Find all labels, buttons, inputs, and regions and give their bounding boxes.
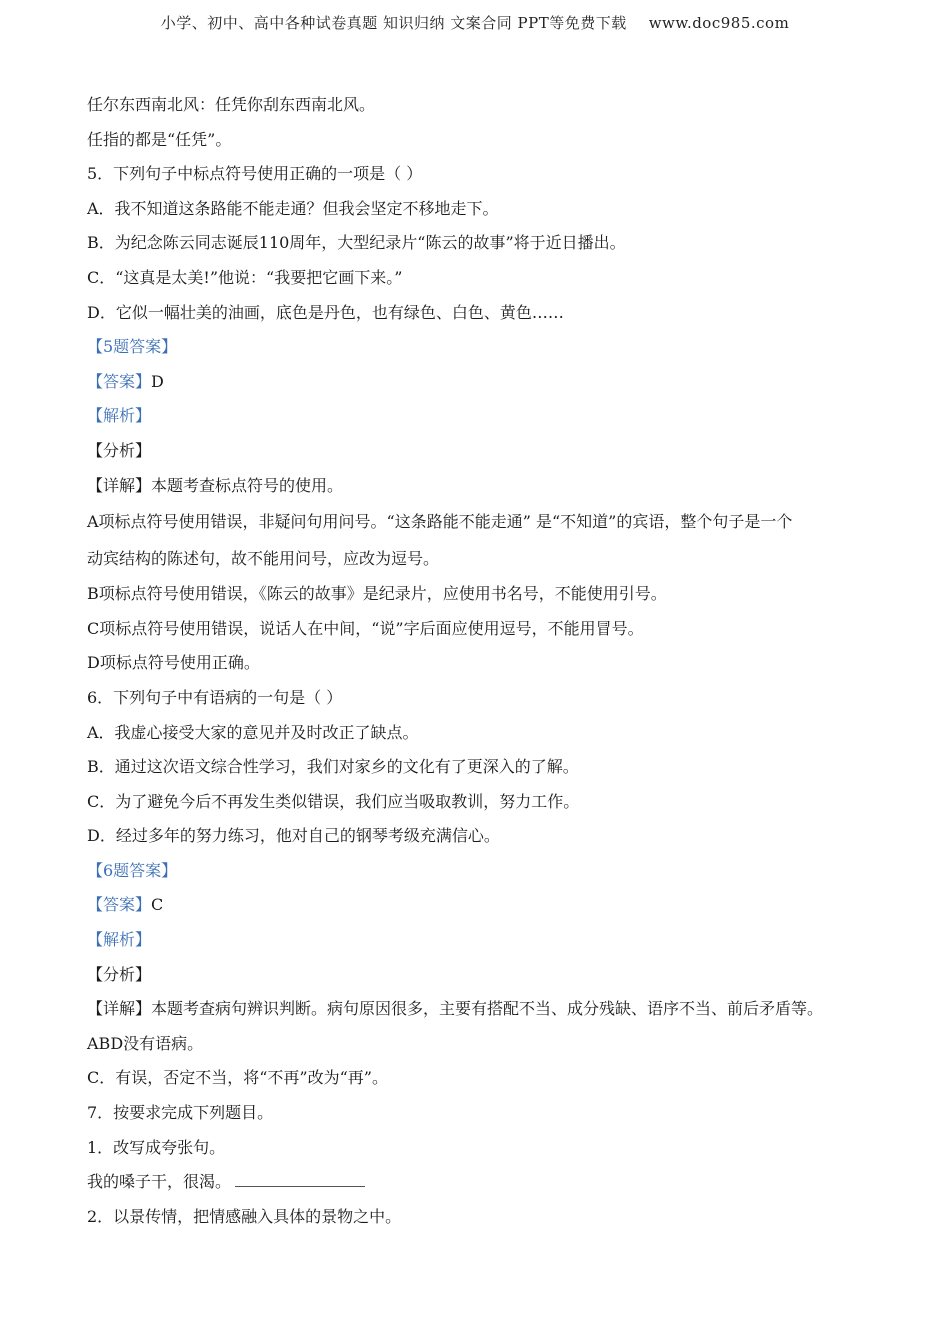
question-6: 6．下列句子中有语病的一句是（ ） bbox=[87, 687, 343, 707]
explanation: D项标点符号使用正确。 bbox=[87, 653, 260, 673]
detail-tag: 【详解】 bbox=[87, 475, 152, 495]
answer-blank[interactable] bbox=[235, 1172, 365, 1187]
answer-tag: 【答案】 bbox=[87, 895, 152, 915]
fenxi-heading: 【分析】 bbox=[87, 440, 152, 460]
answer-line bbox=[87, 365, 877, 400]
header-site: www.doc985.com bbox=[648, 14, 790, 32]
detail-line bbox=[87, 992, 877, 1027]
fenxi-heading: 【分析】 bbox=[87, 964, 152, 984]
detail-text: 本题考查病句辨识判断。病句原因很多，主要有搭配不当、成分残缺、语序不当、前后矛盾等。 bbox=[151, 999, 824, 1019]
fill-in-line bbox=[87, 1165, 877, 1200]
answer-tag: 【答案】 bbox=[87, 371, 152, 391]
explanation: A项标点符号使用错误，非疑问句用问号。“这条路能不能走通” 是“不知道”的宾语，整个句子是一个 bbox=[87, 512, 793, 532]
option-d: D．经过多年的努力练习，他对自己的钢琴考级充满信心。 bbox=[87, 826, 500, 846]
option-c: C．“这真是太美!”他说：“我要把它画下来。” bbox=[87, 267, 403, 287]
explanation: B项标点符号使用错误，《陈云的故事》是纪录片，应使用书名号，不能使用引号。 bbox=[87, 584, 667, 604]
explanation: C．有误，否定不当，将“不再”改为“再”。 bbox=[87, 1068, 388, 1088]
answer-line bbox=[87, 888, 877, 923]
question-7: 7．按要求完成下列题目。 bbox=[87, 1103, 274, 1123]
answer-heading: 【6题答案】 bbox=[87, 860, 178, 880]
explanation: ABD没有语病。 bbox=[87, 1033, 204, 1053]
header-title: 小学、初中、高中各种试卷真题 知识归纳 文案合同 PPT等免费下载 bbox=[160, 14, 627, 32]
option-b: B．为纪念陈云同志诞辰110周年，大型纪录片“陈云的故事”将于近日播出。 bbox=[87, 233, 626, 253]
option-c: C．为了避免今后不再发生类似错误，我们应当吸取教训，努力工作。 bbox=[87, 791, 580, 811]
paragraph: 任指的都是“任凭”。 bbox=[87, 129, 232, 149]
detail-line bbox=[87, 469, 877, 504]
answer-heading: 【5题答案】 bbox=[87, 337, 178, 357]
detail-text: 本题考查标点符号的使用。 bbox=[151, 475, 344, 495]
subquestion: 2．以景传情，把情感融入具体的景物之中。 bbox=[87, 1206, 402, 1226]
option-d: D．它似一幅壮美的油画，底色是丹色，也有绿色、白色、黄色…… bbox=[87, 302, 564, 322]
page-header bbox=[0, 12, 950, 33]
detail-tag: 【详解】 bbox=[87, 999, 152, 1019]
option-a: A．我不知道这条路能不能走通？但我会坚定不移地走下。 bbox=[87, 198, 499, 218]
prompt-text: 我的嗓子干，很渴。 bbox=[87, 1172, 232, 1192]
question-5: 5．下列句子中标点符号使用正确的一项是（ ） bbox=[87, 164, 423, 184]
document-body bbox=[87, 88, 877, 1234]
option-a: A．我虚心接受大家的意见并及时改正了缺点。 bbox=[87, 722, 419, 742]
paragraph: 任尔东西南北风：任凭你刮东西南北风。 bbox=[87, 95, 376, 114]
answer-value: C bbox=[151, 895, 164, 915]
analysis-heading: 【解析】 bbox=[87, 406, 152, 426]
analysis-heading: 【解析】 bbox=[87, 930, 152, 950]
explanation: C项标点符号使用错误，说话人在中间，“说”字后面应使用逗号，不能用冒号。 bbox=[87, 618, 644, 638]
option-b: B．通过这次语文综合性学习，我们对家乡的文化有了更深入的了解。 bbox=[87, 757, 579, 777]
answer-value: D bbox=[151, 371, 164, 391]
explanation: 动宾结构的陈述句，故不能用问号，应改为逗号。 bbox=[87, 549, 440, 569]
subquestion: 1．改写成夸张句。 bbox=[87, 1137, 226, 1157]
